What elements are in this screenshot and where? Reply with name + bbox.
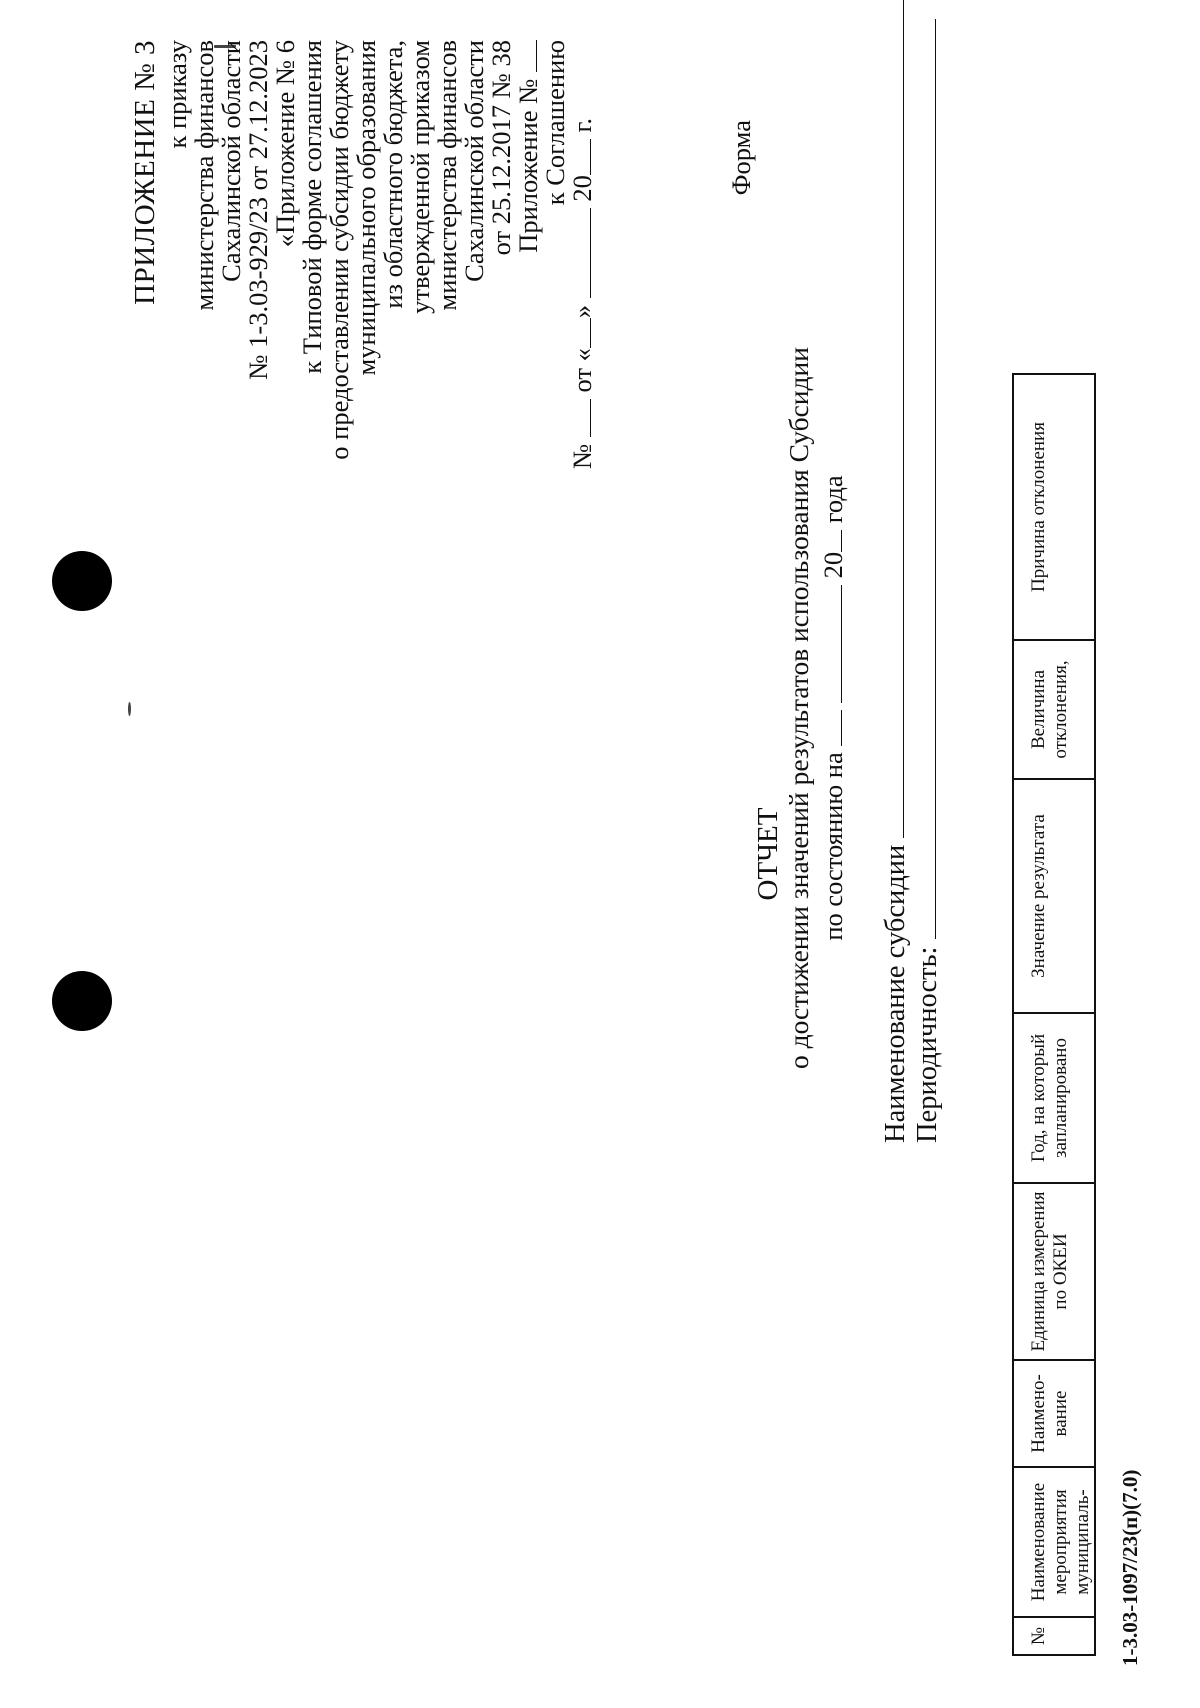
day-blank [589,318,591,348]
report-year-prefix: 20 [818,551,848,579]
report-year-suffix: года [818,475,848,524]
col-header-unit: Единица измерения по ОКЕИ [1013,1183,1095,1360]
appendix-line: к Соглашению [540,40,570,206]
document-code: 1-3.03-1097/23(п)(7.0) [1118,1469,1142,1666]
col-header-result: Значение результата [1013,779,1095,1013]
date-close: » [567,304,597,319]
periodicity-label: Периодичность: [912,946,943,1143]
year-blank [589,139,591,175]
annex-prefix: Приложение № [513,78,543,253]
appendix-line: утвержденной приказом [405,40,435,314]
appendix-line: муниципального образования [351,40,381,376]
col-header-name: Наимено-вание [1013,1360,1095,1467]
appendix-title: ПРИЛОЖЕНИЕ № 3 [129,40,161,305]
date-prefix: по состоянию на [818,752,848,941]
appendix-line: «Приложение № 6 [270,40,300,248]
report-year-blank [840,530,842,552]
col-header-reason: Причина отклонения [1013,374,1095,640]
appendix-block [129,40,597,800]
report-subtitle: о достижении значений результатов использования Субсидии [783,347,814,1069]
report-title: ОТЧЕТ [752,807,784,901]
table-header-row [1013,374,1095,1655]
appendix-line: о предоставлении субсидии бюджету [324,40,354,460]
appendix-line: от 25.12.2017 № 38 [486,40,516,256]
appendix-line: из областного бюджета, [378,40,408,309]
date-open: от « [567,348,597,393]
col-header-event: Наименование мероприятия муниципаль- [1013,1467,1095,1617]
punch-hole [52,971,112,1031]
report-month-blank [840,585,842,703]
appendix-line: № 1-3.03-929/23 от 27.12.2023 [243,40,273,380]
report-day-blank [840,710,842,746]
subsidy-name-field [880,0,912,1143]
appendix-line: Сахалинской области [216,40,246,282]
annex-number-blank [535,40,537,72]
subsidy-label: Наименование субсидии [880,844,911,1143]
report-date-line [818,8,849,1408]
annex-number-line [515,40,542,800]
month-blank [589,208,591,298]
form-label: Форма [726,120,756,196]
col-header-deviation: Величина отклонения, [1013,640,1095,779]
appendix-line: к Типовой форме соглашения [297,40,327,374]
year-prefix: 20 [567,175,597,202]
results-table [1012,373,1096,1656]
subsidy-blank [902,0,904,838]
scan-speck [128,702,131,716]
appendix-line: Сахалинской области [459,40,489,282]
appendix-line: к приказу [162,40,192,149]
col-header-number: № [1013,1617,1095,1655]
punch-hole [52,551,112,611]
appendix-line: министерства финансов [189,40,219,311]
col-header-year: Год, на который запланировано [1013,1013,1095,1183]
periodicity-field [912,19,944,1143]
agreement-number-blank [589,399,591,437]
periodicity-blank [934,19,936,939]
appendix-line: министерства финансов [432,40,462,311]
year-suffix: г. [567,118,597,133]
number-sign: № [567,443,597,470]
agreement-number-date-line [569,118,596,800]
